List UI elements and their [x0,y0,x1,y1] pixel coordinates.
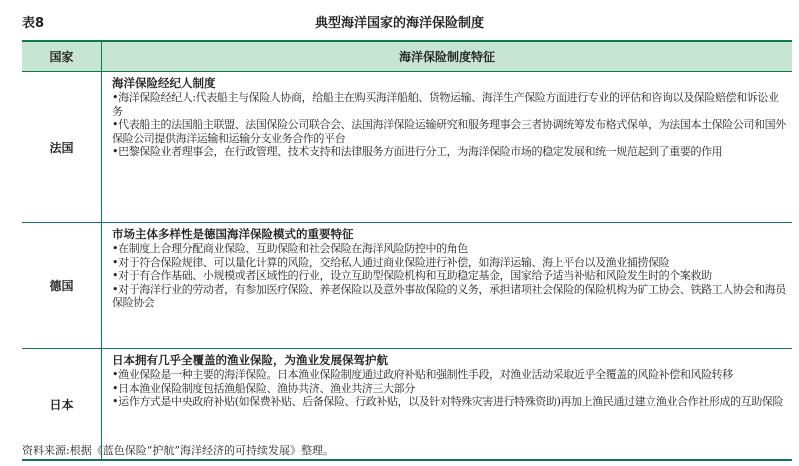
table-title: 典型海洋国家的海洋保险制度 [314,16,484,31]
bullet-item: •对于海洋行业的劳动者，有参加医疗保险、养老保险以及意外事故保险的义务，承担诸项社会保险的保险机构为矿工协会、铁路工人协会和海员保险协会 [112,282,786,309]
features-cell [102,223,792,348]
section-heading: 市场主体多样性是德国海洋保险模式的重要特征 [112,227,354,241]
bullet-item: •运作方式是中央政府补贴(如保费补贴、后备保险、行政补贴，以及针对特殊灾害进行特殊资助)再加上渔民通过建立渔业合作社形成的互助保险 [112,395,784,408]
section-heading: 海洋保险经纪人制度 [112,76,216,90]
bullet-item: •代表船主的法国船主联盟、法国保险公司联合会、法国海洋保险运输研究和服务理事会三者协调统筹发布格式保单，为法国本土保险公司和国外保险公司提供海洋运输和运输分支业务合作的平台 [112,118,786,145]
section-heading: 日本拥有几乎全覆盖的渔业保险，为渔业发展保驾护航 [112,353,388,367]
bullet-item: •渔业保险是一种主要的海洋保险。日本渔业保险制度通过政府补贴和强制性手段，对渔业活动采取近乎全覆盖的风险补偿和风险转移 [112,368,733,381]
insurance-table [22,40,792,461]
source-note: 资料来源:根据《蓝色保险“护航”海洋经济的可持续发展》整理。 [22,444,334,457]
table-header-row [22,42,792,72]
bullet-item: •对于符合保险规律、可以量化计算的风险，交给私人通过商业保险进行补偿，如海洋运输、海上平台以及渔业捕捞保险 [112,255,670,269]
column-header-country: 国家 [22,42,102,71]
country-cell: 德国 [22,223,102,348]
features-cell [102,72,792,222]
column-header-features: 海洋保险制度特征 [398,50,495,64]
table-row [22,72,792,223]
bullet-item: •海洋保险经纪人:代表船主与保险人协商，给船主在购买海洋船舶、货物运输、海洋生产保险方面进行专业的评估和咨询以及保险赔偿和诉讼业务 [112,91,779,118]
bullet-item: •巴黎保险业者理事会，在行政管理、技术支持和法律服务方面进行分工，为海洋保险市场的稳定发展和统一规范起到了重要的作用 [112,145,723,158]
table-number: 表8 [22,16,45,31]
country-cell: 法国 [22,72,102,222]
bullet-item: •对于有合作基础、小规模或者区域性的行业，设立互助型保险机构和互助稳定基金，国家给予适当补贴和风险发生时的个案救助 [112,269,712,282]
table-header [0,0,799,40]
table-row [22,223,792,349]
bullet-item: •在制度上合理分配商业保险、互助保险和社会保险在海洋风险防控中的角色 [112,242,468,255]
bullet-item: •日本渔业保险制度包括渔船保险、渔协共济、渔业共济三大部分 [112,381,415,395]
country-cell: 日本 [22,349,102,459]
